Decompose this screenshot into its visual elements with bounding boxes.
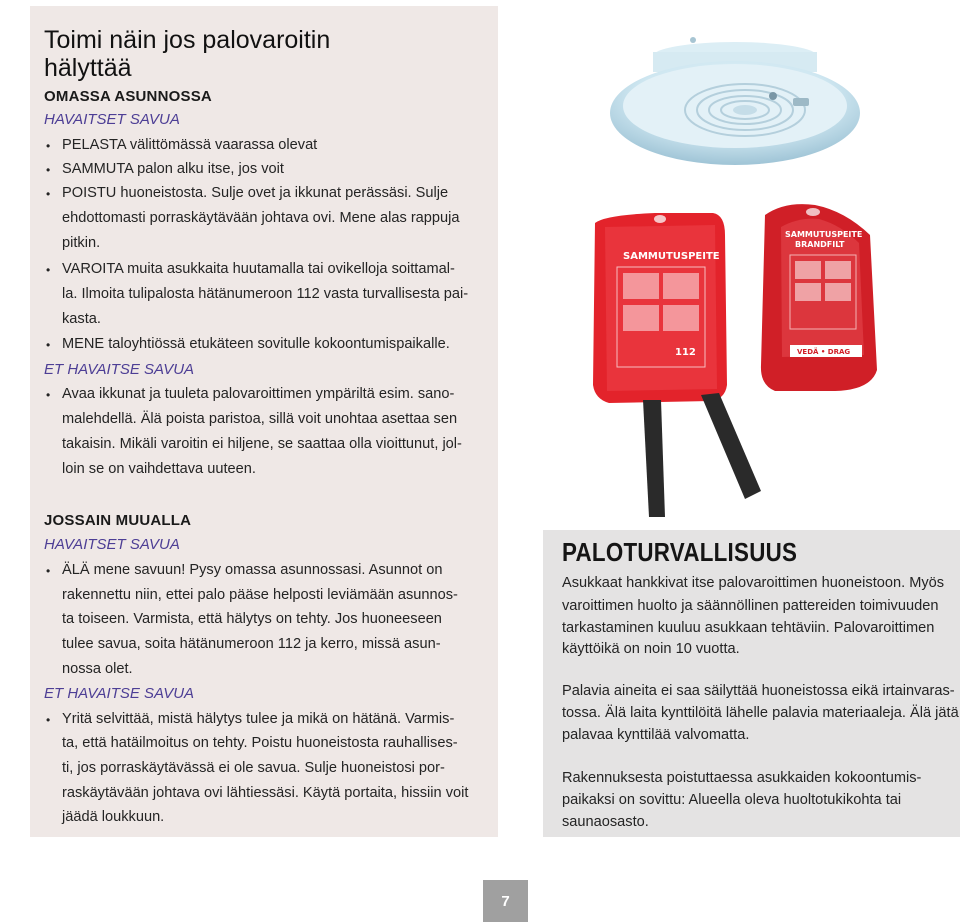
bullet-dot: • bbox=[46, 163, 51, 177]
page-title-line-2: hälyttää bbox=[44, 54, 132, 82]
subheading-smoke-elsewhere: HAVAITSET SAVUA bbox=[44, 536, 180, 553]
back-blanket-pull: VEDÄ • DRAG bbox=[797, 348, 851, 356]
text-line: paikaksi on sovittu: Alueella oleva huoltotukikohta tai bbox=[562, 792, 902, 808]
text-line: Yritä selvittää, mistä hälytys tulee ja mikä on hätänä. Varmis- bbox=[62, 711, 455, 727]
text-line: tulee savua, soita hätänumeroon 112 ja kerro, missä asun- bbox=[62, 636, 441, 652]
text-line: takaisin. Mikäli varoitin ei hiljene, se saattaa olla vioittunut, jol- bbox=[62, 436, 462, 452]
text-line: saunaosasto. bbox=[562, 814, 649, 830]
page-number: 7 bbox=[483, 880, 528, 922]
text-line: varoittimen huolto ja säännöllinen pattereiden toimivuuden bbox=[562, 598, 939, 614]
bullet-dot: • bbox=[46, 139, 51, 153]
text-line: käyttöikä on noin 10 vuotta. bbox=[562, 641, 740, 657]
text-line: POISTU huoneistosta. Sulje ovet ja ikkunat perässäsi. Sulje bbox=[62, 185, 449, 201]
text-line: VAROITA muita asukkaita huutamalla tai ovikelloja soittamal- bbox=[62, 261, 455, 277]
bullet-dot: • bbox=[46, 338, 51, 352]
bullet-dot: • bbox=[46, 564, 51, 578]
text-line: pitkin. bbox=[62, 235, 101, 251]
front-blanket-number: 112 bbox=[675, 347, 696, 358]
text-line: rakennettu niin, ettei palo pääse helposti leviämään asunnos- bbox=[62, 587, 458, 603]
fire-blanket-image bbox=[585, 195, 895, 525]
text-line: malehdellä. Älä poista paristoa, sillä voit unohtaa asettaa sen bbox=[62, 411, 458, 427]
text-line: ta, että hatäilmoitus on tehty. Poistu huoneistosta rauhallises- bbox=[62, 735, 458, 751]
text-line: raskäytävään johtava ovi lähtiessäsi. Käytä portaita, hissiin voit bbox=[62, 785, 469, 801]
page-title-line-1: Toimi näin jos palovaroitin bbox=[44, 26, 331, 54]
text-line: Asukkaat hankkivat itse palovaroittimen huoneistoon. Myös bbox=[562, 575, 945, 591]
subheading-nosmoke-elsewhere: ET HAVAITSE SAVUA bbox=[44, 685, 195, 702]
text-line: nossa olet. bbox=[62, 661, 133, 677]
text-line: la. Ilmoita tulipalosta hätänumeroon 112 vasta turvallisesta pai- bbox=[62, 286, 469, 302]
back-blanket-label-2: BRANDFILT bbox=[795, 240, 845, 249]
bullet-dot: • bbox=[46, 263, 51, 277]
text-line: tarkastaminen kuuluu asukkaan tehtäviin. Palovaroittimen bbox=[562, 620, 935, 636]
text-line: SAMMUTA palon alku itse, jos voit bbox=[62, 161, 284, 177]
text-line: Avaa ikkunat ja tuuleta palovaroittimen ympäriltä esim. sano- bbox=[62, 386, 455, 402]
text-line: ti, jos porraskäytävässä ei ole savua. Sulje huoneistosi por- bbox=[62, 760, 445, 776]
text-line: jäädä loukkuun. bbox=[62, 809, 165, 825]
text-line: tossa. Älä laita kynttilöitä lähelle palavia materiaaleja. Älä jätä bbox=[562, 705, 959, 721]
text-line: Palavia aineita ei saa säilyttää huoneistossa eikä irtainvaras- bbox=[562, 683, 955, 699]
text-line: ÄLÄ mene savuun! Pysy omassa asunnossasi. Asunnot on bbox=[62, 562, 443, 578]
text-line: ta toiseen. Varmista, että hälytys on tehty. Jos huoneeseen bbox=[62, 611, 442, 627]
front-blanket-label: SAMMUTUSPEITE bbox=[623, 251, 720, 262]
text-line: ehdottomasti porraskäytävään johtava ovi. Mene alas rappuja bbox=[62, 210, 460, 226]
bullet-dot: • bbox=[46, 713, 51, 727]
text-line: palavaa kynttilää valvomatta. bbox=[562, 727, 750, 743]
section-heading-elsewhere: JOSSAIN MUUALLA bbox=[44, 512, 192, 529]
text-line: PELASTA välittömässä vaarassa olevat bbox=[62, 137, 318, 153]
bullet-dot: • bbox=[46, 187, 51, 201]
text-line: loin se on vaihdettava uuteen. bbox=[62, 461, 256, 477]
text-line: kasta. bbox=[62, 311, 101, 327]
back-blanket-label-1: SAMMUTUSPEITE bbox=[785, 230, 863, 239]
text-line: Rakennuksesta poistuttaessa asukkaiden kokoontumis- bbox=[562, 770, 922, 786]
subheading-nosmoke-home: ET HAVAITSE SAVUA bbox=[44, 361, 195, 378]
section-heading-home: OMASSA ASUNNOSSA bbox=[44, 88, 212, 105]
right-panel-title: PALOTURVALLISUUS bbox=[562, 537, 798, 567]
smoke-detector-image bbox=[605, 18, 865, 173]
subheading-smoke-home: HAVAITSET SAVUA bbox=[44, 111, 180, 128]
bullet-dot: • bbox=[46, 388, 51, 402]
text-line: MENE taloyhtiössä etukäteen sovitulle kokoontumispaikalle. bbox=[62, 336, 450, 352]
